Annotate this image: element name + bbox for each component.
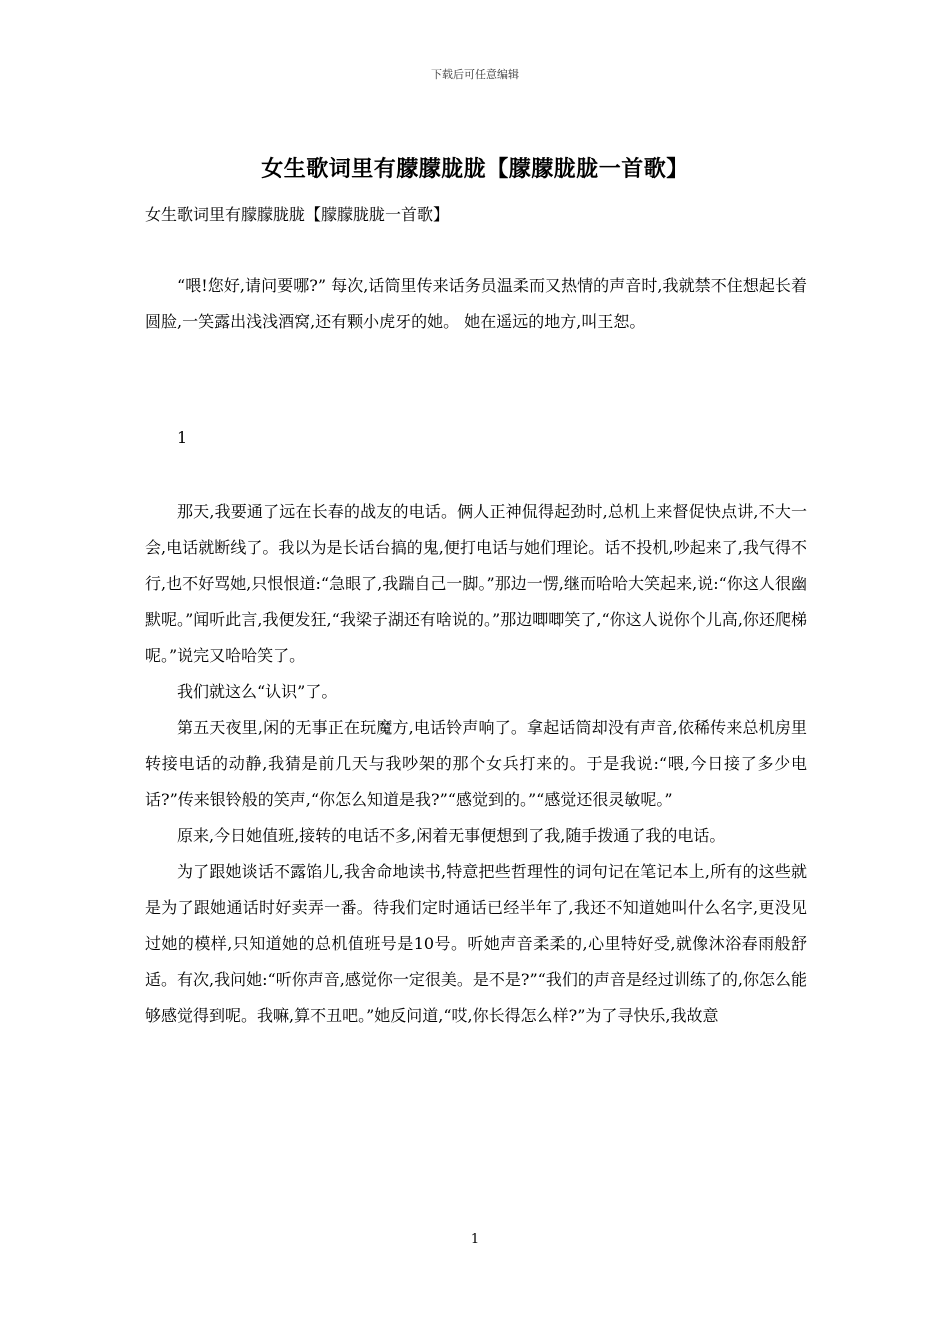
paragraph: 为了跟她谈话不露馅儿,我舍命地读书,特意把些哲理性的词句记在笔记本上,所有的这些就是为了跟她通话时好卖弄一番。待我们定时通话已经半年了,我还不知道她叫什么名字,更没见过她的模样,只知道她的总机值班号是10号。听她声音柔柔的,心里特好受,就像沐浴春雨般舒适。有次,我问她:“听你声音,感觉你一定很美。是不是?”“我们的声音是经过训练了的,你怎么能够感觉得到呢。我嘛,算不丑吧。”她反问道,“哎,你长得怎么样?”为了寻快乐,我故意 (145, 862, 807, 1025)
intro-paragraph: “喂!您好,请问要哪?” 每次,话筒里传来话务员温柔而又热情的声音时,我就禁不住想起长着圆脸,一笑露出浅浅酒窝,还有颗小虎牙的她。 她在遥远的地方,叫王恕。 (145, 276, 807, 331)
paragraph: 第五天夜里,闲的无事正在玩魔方,电话铃声响了。拿起话筒却没有声音,依稀传来总机房里转接电话的动静,我猜是前几天与我吵架的那个女兵打来的。于是我说:“喂,今日接了多少电话?”传来银铃般的笑声,“你怎么知道是我?”“感觉到的。”“感觉还很灵敏呢。” (145, 718, 807, 809)
paragraph: 那天,我要通了远在长春的战友的电话。俩人正神侃得起劲时,总机上来督促快点讲,不大一会,电话就断线了。我以为是长话台搞的鬼,便打电话与她们理论。话不投机,吵起来了,我气得不行,也不好骂她,只恨恨道:“急眼了,我踹自己一脚。”那边一愣,继而哈哈大笑起来,说:“你这人很幽默呢。”闻听此言,我便发狂,“我梁子湖还有啥说的。”那边唧唧笑了,“你这人说你个儿高,你还爬梯呢。”说完又哈哈笑了。 (145, 502, 807, 665)
section-number-block (145, 420, 807, 456)
intro-block (145, 268, 807, 340)
paragraph: 我们就这么“认识”了。 (177, 682, 338, 701)
header-note: 下载后可任意编辑 (431, 68, 519, 81)
page-title: 女生歌词里有朦朦胧胧【朦朦胧胧一首歌】 (261, 156, 689, 182)
paragraph: 原来,今日她值班,接转的电话不多,闲着无事便想到了我,随手拨通了我的电话。 (177, 826, 726, 845)
section-number: 1 (177, 428, 188, 447)
page-number: 1 (470, 1232, 480, 1247)
main-text-block (145, 494, 807, 1034)
page-subtitle: 女生歌词里有朦朦胧胧【朦朦胧胧一首歌】 (145, 205, 450, 224)
